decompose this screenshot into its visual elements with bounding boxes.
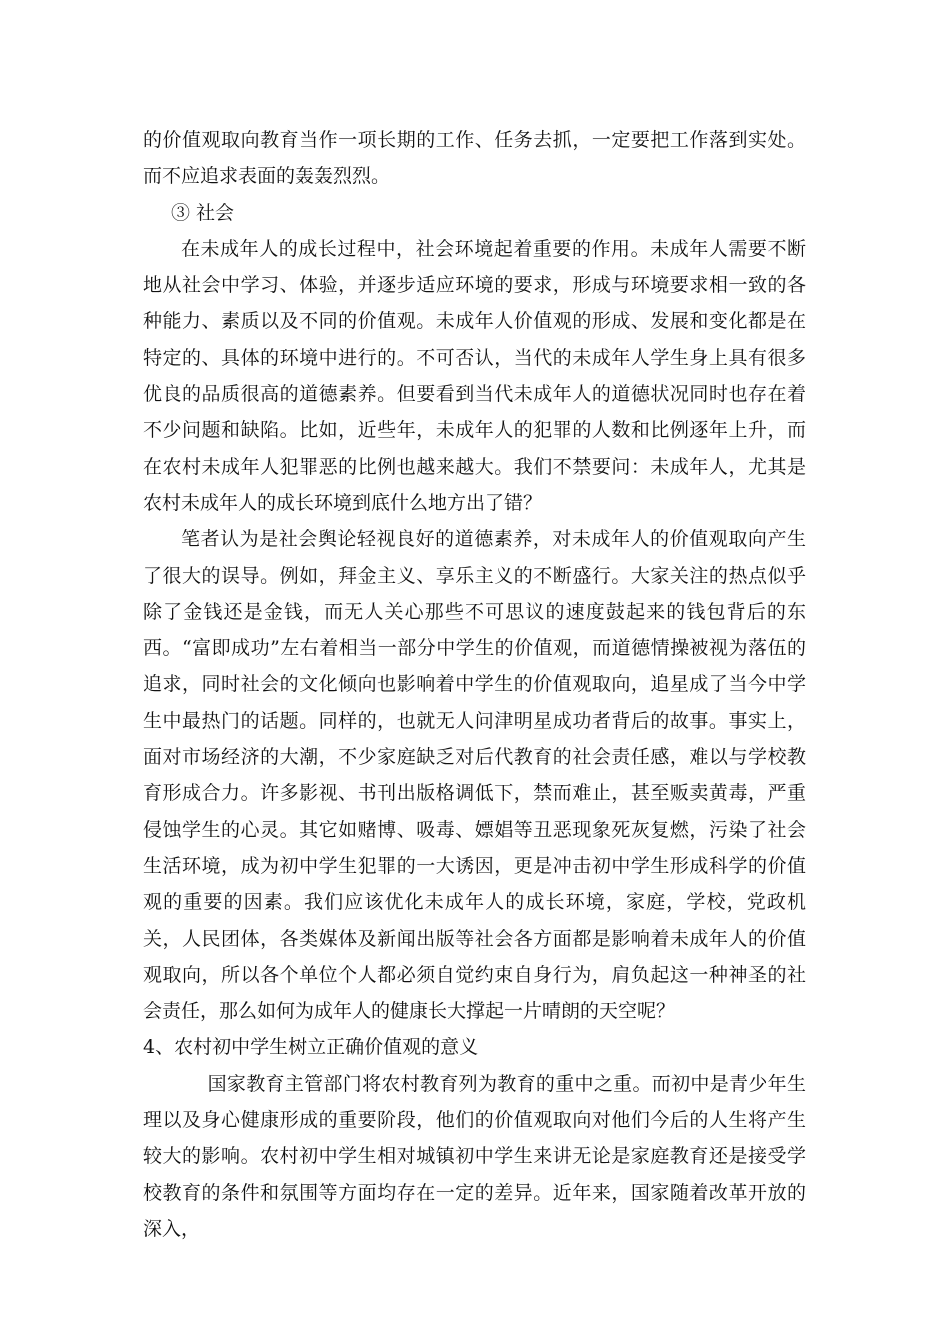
paragraph-continued: 的价值观取向教育当作一项长期的工作、任务去抓，一定要把工作落到实处。而不应追求表面的轰轰烈烈。 bbox=[143, 129, 806, 188]
section-heading-significance: 4、农村初中学生树立正确价值观的意义 bbox=[143, 1036, 479, 1059]
paragraph-national-education: 国家教育主管部门将农村教育列为教育的重中之重。而初中是青少年生理以及身心健康形成的重要阶段，他们的价值观取向对他们今后的人生将产生较大的影响。农村初中学生相对城镇初中学生来讲无论是家庭教育还是接受学校教育的条件和氛围等方面均存在一定的差异。近年来，国家随着改革开放的深入， bbox=[143, 1072, 806, 1240]
paragraph-social-environment: 在未成年人的成长过程中，社会环境起着重要的作用。未成年人需要不断地从社会中学习、体验，并逐步适应环境的要求，形成与环境要求相一致的各种能力、素质以及不同的价值观。未成年人价值观的形成、发展和变化都是在特定的、具体的环境中进行的。不可否认，当代的未成年人学生身上具有很多优良的品质很高的道德素养。但要看到当代未成年人的道德状况同时也存在着不少问题和缺陷。比如，近些年，未成年人的犯罪的人数和比例逐年上升，而在农村未成年人犯罪恶的比例也越来越大。我们不禁要问：未成年人，尤其是农村未成年人的成长环境到底什么地方出了错？ bbox=[143, 237, 806, 514]
subsection-heading-society: ③ 社会 bbox=[171, 201, 235, 224]
text-column bbox=[143, 122, 806, 1247]
paragraph-public-opinion: 笔者认为是社会舆论轻视良好的道德素养，对未成年人的价值观取向产生了很大的误导。例如，拜金主义、享乐主义的不断盛行。大家关注的热点似乎除了金钱还是金钱，而无人关心那些不可思议的速度鼓起来的钱包背后的东西。“富即成功”左右着相当一部分中学生的价值观，而道德情操被视为落伍的追求，同时社会的文化倾向也影响着中学生的价值观取向，追星成了当今中学生中最热门的话题。同样的，也就无人问津明星成功者背后的故事。事实上，面对市场经济的大潮，不少家庭缺乏对后代教育的社会责任感，难以与学校教育形成合力。许多影视、书刊出版格调低下，禁而难止，甚至贩卖黄毒，严重侵蚀学生的心灵。其它如赌博、吸毒、嫖娼等丑恶现象死灰复燃，污染了社会生活环境，成为初中学生犯罪的一大诱因，更是冲击初中学生形成科学的价值观的重要的因素。我们应该优化未成年人的成长环境，家庭，学校，党政机关，人民团体，各类媒体及新闻出版等社会各方面都是影响着未成年人的价值观取向，所以各个单位个人都必须自觉约束自身行为，肩负起这一种神圣的社会责任，那么如何为成年人的健康长大撑起一片晴朗的天空呢？ bbox=[143, 528, 806, 1023]
